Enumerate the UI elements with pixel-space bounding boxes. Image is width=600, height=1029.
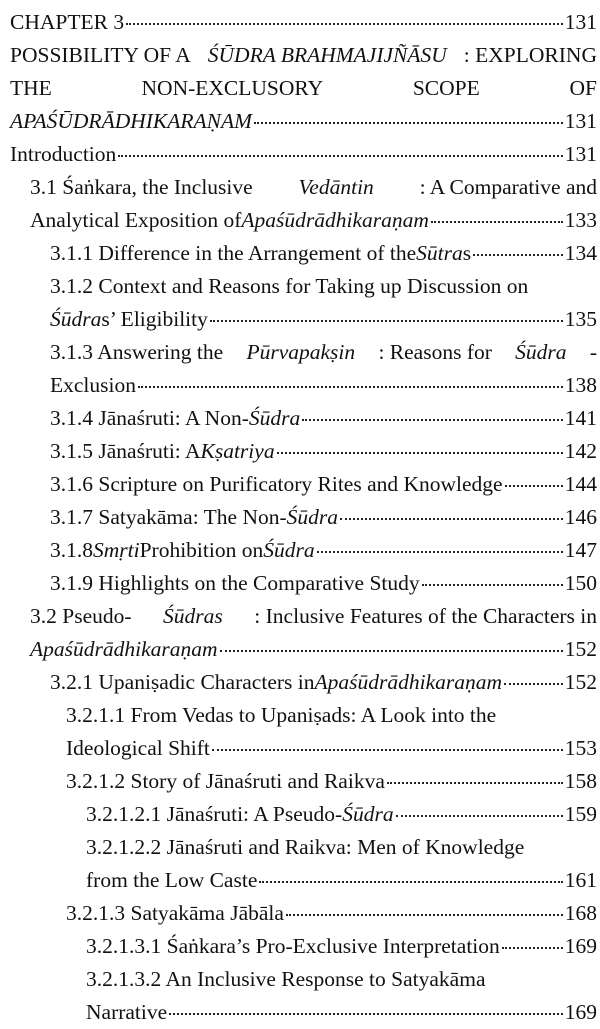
toc-entry-last-line: [86, 996, 597, 1029]
toc-entry-italic-text: Sūtra: [416, 241, 463, 265]
toc-entry[interactable]: [86, 831, 597, 897]
toc-entry-line: [30, 171, 597, 204]
toc-entry-italic-text: Śūdra: [286, 505, 339, 529]
toc-entry-italic-text: Śūdra: [248, 406, 301, 430]
page-number: 144: [564, 472, 597, 496]
toc-entry[interactable]: [86, 798, 597, 831]
page-number: 147: [564, 538, 597, 562]
toc-entry[interactable]: [66, 765, 597, 798]
toc-entry-line: [10, 72, 597, 105]
dot-leader: [286, 913, 563, 916]
toc-entry-text: s’ Eligibility: [101, 307, 208, 331]
page-number: 152: [564, 637, 597, 661]
page-number: 161: [564, 868, 597, 892]
dot-leader: [431, 220, 563, 223]
toc-entry-last-line: [66, 765, 597, 798]
toc-entry[interactable]: [50, 666, 597, 699]
toc-entry-text: 3.1.5 Jānaśruti: A: [50, 439, 201, 463]
toc-entry-line: [66, 699, 597, 732]
dot-leader: [277, 451, 563, 454]
dot-leader: [210, 319, 563, 322]
dot-leader: [502, 946, 563, 949]
toc-entry-last-line: [66, 732, 597, 765]
toc-entry-text: 3.2.1.3.2 An Inclusive Response to Satyakāma: [86, 967, 486, 991]
toc-entry-line: [86, 963, 597, 996]
page-number: 159: [564, 802, 597, 826]
toc-entry-text: Exclusion: [50, 373, 136, 397]
toc-entry[interactable]: [50, 237, 597, 270]
dot-leader: [473, 253, 563, 256]
toc-entry-text: -: [589, 340, 597, 364]
toc-entry-last-line: [50, 666, 597, 699]
toc-entry-italic-text: APAŚŪDRĀDHIKARAṆAM: [10, 109, 253, 133]
toc-entry-last-line: [50, 567, 597, 600]
dot-leader: [118, 154, 562, 157]
toc-entry-text: 3.1.2 Context and Reasons for Taking up Discussion on: [50, 274, 529, 298]
toc-entry-last-line: [10, 6, 597, 39]
toc-entry-text: 3.2.1.1 From Vedas to Upaniṣads: A Look into the: [66, 703, 497, 727]
toc-entry-text: SCOPE: [412, 76, 480, 100]
toc-entry[interactable]: [30, 171, 597, 237]
page-number: 152: [564, 670, 597, 694]
dot-leader: [317, 550, 563, 553]
dot-leader: [259, 880, 562, 883]
toc-entry-last-line: [30, 633, 597, 666]
toc-entry-text: 3.2.1.2.2 Jānaśruti and Raikva: Men of Knowledge: [86, 835, 525, 859]
toc-entry-line: [50, 336, 597, 369]
toc-entry-text: Analytical Exposition of: [30, 208, 242, 232]
toc-entry-text: Prohibition on: [139, 538, 264, 562]
page-number: 141: [564, 406, 597, 430]
toc-entry-text: s: [462, 241, 472, 265]
dot-leader: [340, 517, 563, 520]
toc-entry[interactable]: [30, 600, 597, 666]
dot-leader: [422, 583, 563, 586]
toc-entry-italic-text: Smṛti: [93, 538, 140, 562]
toc-entry-last-line: [30, 204, 597, 237]
toc-entry-italic-text: Apaśūdrādhikaraṇam: [241, 208, 429, 232]
page-number: 169: [564, 934, 597, 958]
dot-leader: [396, 814, 563, 817]
dot-leader: [302, 418, 563, 421]
toc-entry-last-line: [50, 237, 597, 270]
toc-entry-text: : Reasons for: [378, 340, 492, 364]
toc-entry-last-line: [50, 303, 597, 336]
toc-entry-text: 3.2.1.3 Satyakāma Jābāla: [66, 901, 284, 925]
toc-entry[interactable]: [50, 468, 597, 501]
page-number: 150: [564, 571, 597, 595]
toc-entry-italic-text: Śūdra: [263, 538, 315, 562]
page-number: 168: [564, 901, 597, 925]
toc-entry[interactable]: [50, 270, 597, 336]
page-number: 134: [564, 241, 597, 265]
dot-leader: [212, 748, 563, 751]
toc-entry-text: : A Comparative and: [419, 175, 597, 199]
dot-leader: [126, 22, 563, 25]
toc-entry-last-line: [10, 138, 597, 171]
toc-entry-text: 3.1.8: [50, 538, 93, 562]
toc-entry-last-line: [86, 930, 597, 963]
toc-entry-text: 3.1.3 Answering the: [50, 340, 224, 364]
toc-entry-text: 3.1.4 Jānaśruti: A Non-: [50, 406, 249, 430]
toc-entry-text: 3.1.9 Highlights on the Comparative Study: [50, 571, 420, 595]
toc-entry-last-line: [10, 105, 597, 138]
page-number: 142: [564, 439, 597, 463]
toc-entry-text: Ideological Shift: [66, 736, 210, 760]
toc-entry-last-line: [50, 369, 597, 402]
toc-entry[interactable]: [50, 336, 597, 402]
toc-entry[interactable]: [66, 699, 597, 765]
toc-entry[interactable]: [86, 963, 597, 1029]
toc-entry-text: 3.2 Pseudo-: [30, 604, 132, 628]
dot-leader: [505, 484, 563, 487]
toc-entry-italic-text: Vedāntin: [298, 175, 374, 199]
toc-entry-text: THE: [10, 76, 52, 100]
toc-entry-last-line: [86, 798, 597, 831]
toc-entry[interactable]: [66, 897, 597, 930]
toc-entry[interactable]: [86, 930, 597, 963]
toc-entry[interactable]: [50, 501, 597, 534]
toc-entry-last-line: [50, 468, 597, 501]
toc-entry-last-line: [50, 501, 597, 534]
dot-leader: [254, 121, 563, 124]
dot-leader: [387, 781, 563, 784]
dot-leader: [504, 682, 563, 685]
toc-entry-text: 3.1.6 Scripture on Purificatory Rites and Knowledge: [50, 472, 503, 496]
page-number: 146: [564, 505, 597, 529]
toc-entry-italic-text: ŚŪDRA BRAHMAJIJÑĀSU: [207, 43, 447, 67]
toc-entry-text: Introduction: [10, 142, 117, 166]
toc-entry-italic-text: Apaśūdrādhikaraṇam: [30, 637, 218, 661]
toc-entry-last-line: [66, 897, 597, 930]
toc-entry-last-line: [50, 534, 597, 567]
toc-entry-line: [50, 270, 597, 303]
toc-entry-italic-text: Śūdra: [342, 802, 394, 826]
toc-entry-text: 3.1 Śaṅkara, the Inclusive: [30, 175, 253, 199]
toc-entry[interactable]: [50, 402, 597, 435]
toc-entry-text: Narrative: [86, 1000, 168, 1024]
toc-entry-line: [86, 831, 597, 864]
toc-entry-italic-text: Apaśūdrādhikaraṇam: [314, 670, 503, 694]
toc-entry-text: CHAPTER 3: [10, 10, 125, 34]
toc-entry-text: 3.2.1.2.1 Jānaśruti: A Pseudo-: [86, 802, 343, 826]
toc-entry-last-line: [50, 435, 597, 468]
page-number: 135: [564, 307, 597, 331]
toc-entry-italic-text: Śūdra: [50, 307, 102, 331]
toc-entry-text: : Inclusive Features of the Characters in: [254, 604, 597, 628]
toc-entry-text: 3.2.1 Upaniṣadic Characters in: [50, 670, 315, 694]
toc-entry-last-line: [50, 402, 597, 435]
page-number: 133: [564, 208, 597, 232]
toc-entry-line: [30, 600, 597, 633]
toc-entry[interactable]: [10, 138, 597, 171]
toc-entry[interactable]: [50, 567, 597, 600]
toc-entry-line: [10, 39, 597, 72]
page-number: 131: [564, 109, 597, 133]
toc-entry[interactable]: [10, 6, 597, 39]
toc-entry[interactable]: [50, 534, 597, 567]
toc-entry-italic-text: Śūdra: [515, 340, 567, 364]
page-number: 131: [564, 142, 597, 166]
page-number: 153: [564, 736, 597, 760]
toc-entry-text: 3.1.1 Difference in the Arrangement of the: [50, 241, 417, 265]
toc-entry-italic-text: Kṣatriya: [200, 439, 275, 463]
toc-entry-text: 3.1.7 Satyakāma: The Non-: [50, 505, 287, 529]
page-number: 158: [564, 769, 597, 793]
toc-entry-text: from the Low Caste: [86, 868, 258, 892]
toc-entry-italic-text: Pūrvapakṣin: [246, 340, 356, 364]
toc-entry-last-line: [86, 864, 597, 897]
toc-entry-text: OF: [569, 76, 597, 100]
toc-entry[interactable]: [50, 435, 597, 468]
page-number: 131: [564, 10, 597, 34]
toc-entry-text: POSSIBILITY OF A: [10, 43, 191, 67]
toc-entry-text: 3.2.1.2 Story of Jānaśruti and Raikva: [66, 769, 385, 793]
page-number: 169: [564, 1000, 597, 1024]
page-number: 138: [564, 373, 597, 397]
dot-leader: [220, 649, 563, 652]
toc-entry-text: : EXPLORING: [463, 43, 597, 67]
toc-entry-text: 3.2.1.3.1 Śaṅkara’s Pro-Exclusive Interpretation: [86, 934, 500, 958]
dot-leader: [138, 385, 563, 388]
toc-entry[interactable]: [10, 39, 597, 138]
dot-leader: [169, 1012, 563, 1015]
toc-entry-italic-text: Śūdras: [163, 604, 223, 628]
toc-entry-text: NON-EXCLUSORY: [141, 76, 324, 100]
